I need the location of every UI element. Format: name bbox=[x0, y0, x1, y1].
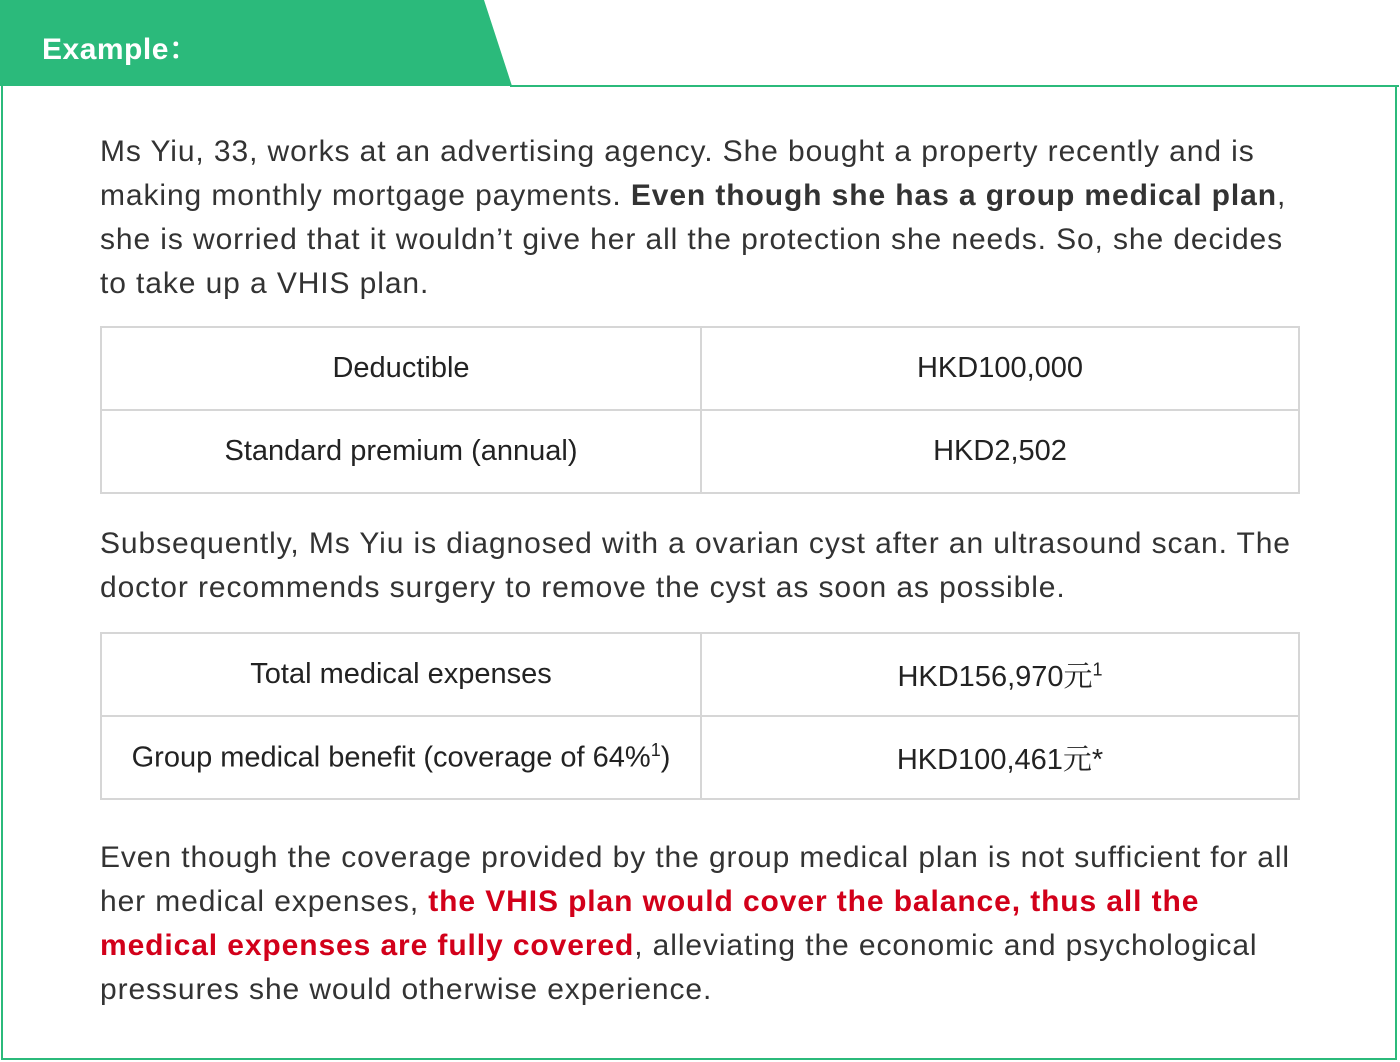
premium-label: Standard premium (annual) bbox=[101, 410, 701, 493]
frame-top-border bbox=[510, 85, 1399, 87]
intro-text-2: , she is worried that it wouldn’t give her all the protection she needs. So, she decides to take up a VHIS plan. bbox=[100, 179, 1287, 300]
deductible-value: HKD100,000 bbox=[701, 327, 1299, 410]
table-row bbox=[101, 410, 1299, 493]
total-expenses-value: HKD156,970元 bbox=[897, 661, 1093, 693]
footnote-marker: 1 bbox=[650, 740, 661, 761]
group-benefit-label-end: ) bbox=[660, 741, 671, 774]
diagnosis-paragraph: Subsequently, Ms Yiu is diagnosed with a ovarian cyst after an ultrasound scan. The doctor recommends surgery to remove the cyst as soon as possible. bbox=[100, 527, 1291, 604]
conclusion-paragraph bbox=[100, 836, 1300, 1012]
table-row bbox=[101, 716, 1299, 799]
group-benefit-label: Group medical benefit (coverage of 64% bbox=[131, 741, 651, 774]
plan-table bbox=[100, 326, 1300, 494]
group-benefit-value: HKD100,461元* bbox=[701, 716, 1299, 799]
footnote-marker: 1 bbox=[1092, 659, 1103, 680]
intro-paragraph bbox=[100, 130, 1300, 306]
premium-value: HKD2,502 bbox=[701, 410, 1299, 493]
group-benefit-label-cell bbox=[101, 716, 701, 799]
total-expenses-label: Total medical expenses bbox=[101, 633, 701, 716]
total-expenses-value-cell bbox=[701, 633, 1299, 716]
conclusion-highlight: the VHIS plan would cover the balance, thus all the medical expenses are fully covered bbox=[100, 885, 1200, 962]
table-row bbox=[101, 633, 1299, 716]
conclusion-text-2: , alleviating the economic and psychological pressures she would otherwise experience. bbox=[100, 929, 1258, 1006]
intro-text-1: Ms Yiu, 33, works at an advertising agency. She bought a property recently and is making monthly mortgage payments. bbox=[100, 135, 1255, 212]
intro-bold-text: Even though she has a group medical plan bbox=[630, 179, 1277, 212]
deductible-label: Deductible bbox=[101, 327, 701, 410]
example-tab bbox=[0, 0, 512, 86]
conclusion-text-1: Even though the coverage provided by the group medical plan is not sufficient for all her medical expenses, bbox=[100, 841, 1290, 918]
expense-table bbox=[100, 632, 1300, 800]
table-row bbox=[101, 327, 1299, 410]
example-content bbox=[100, 130, 1300, 1012]
tab-label: Example： bbox=[42, 33, 200, 66]
